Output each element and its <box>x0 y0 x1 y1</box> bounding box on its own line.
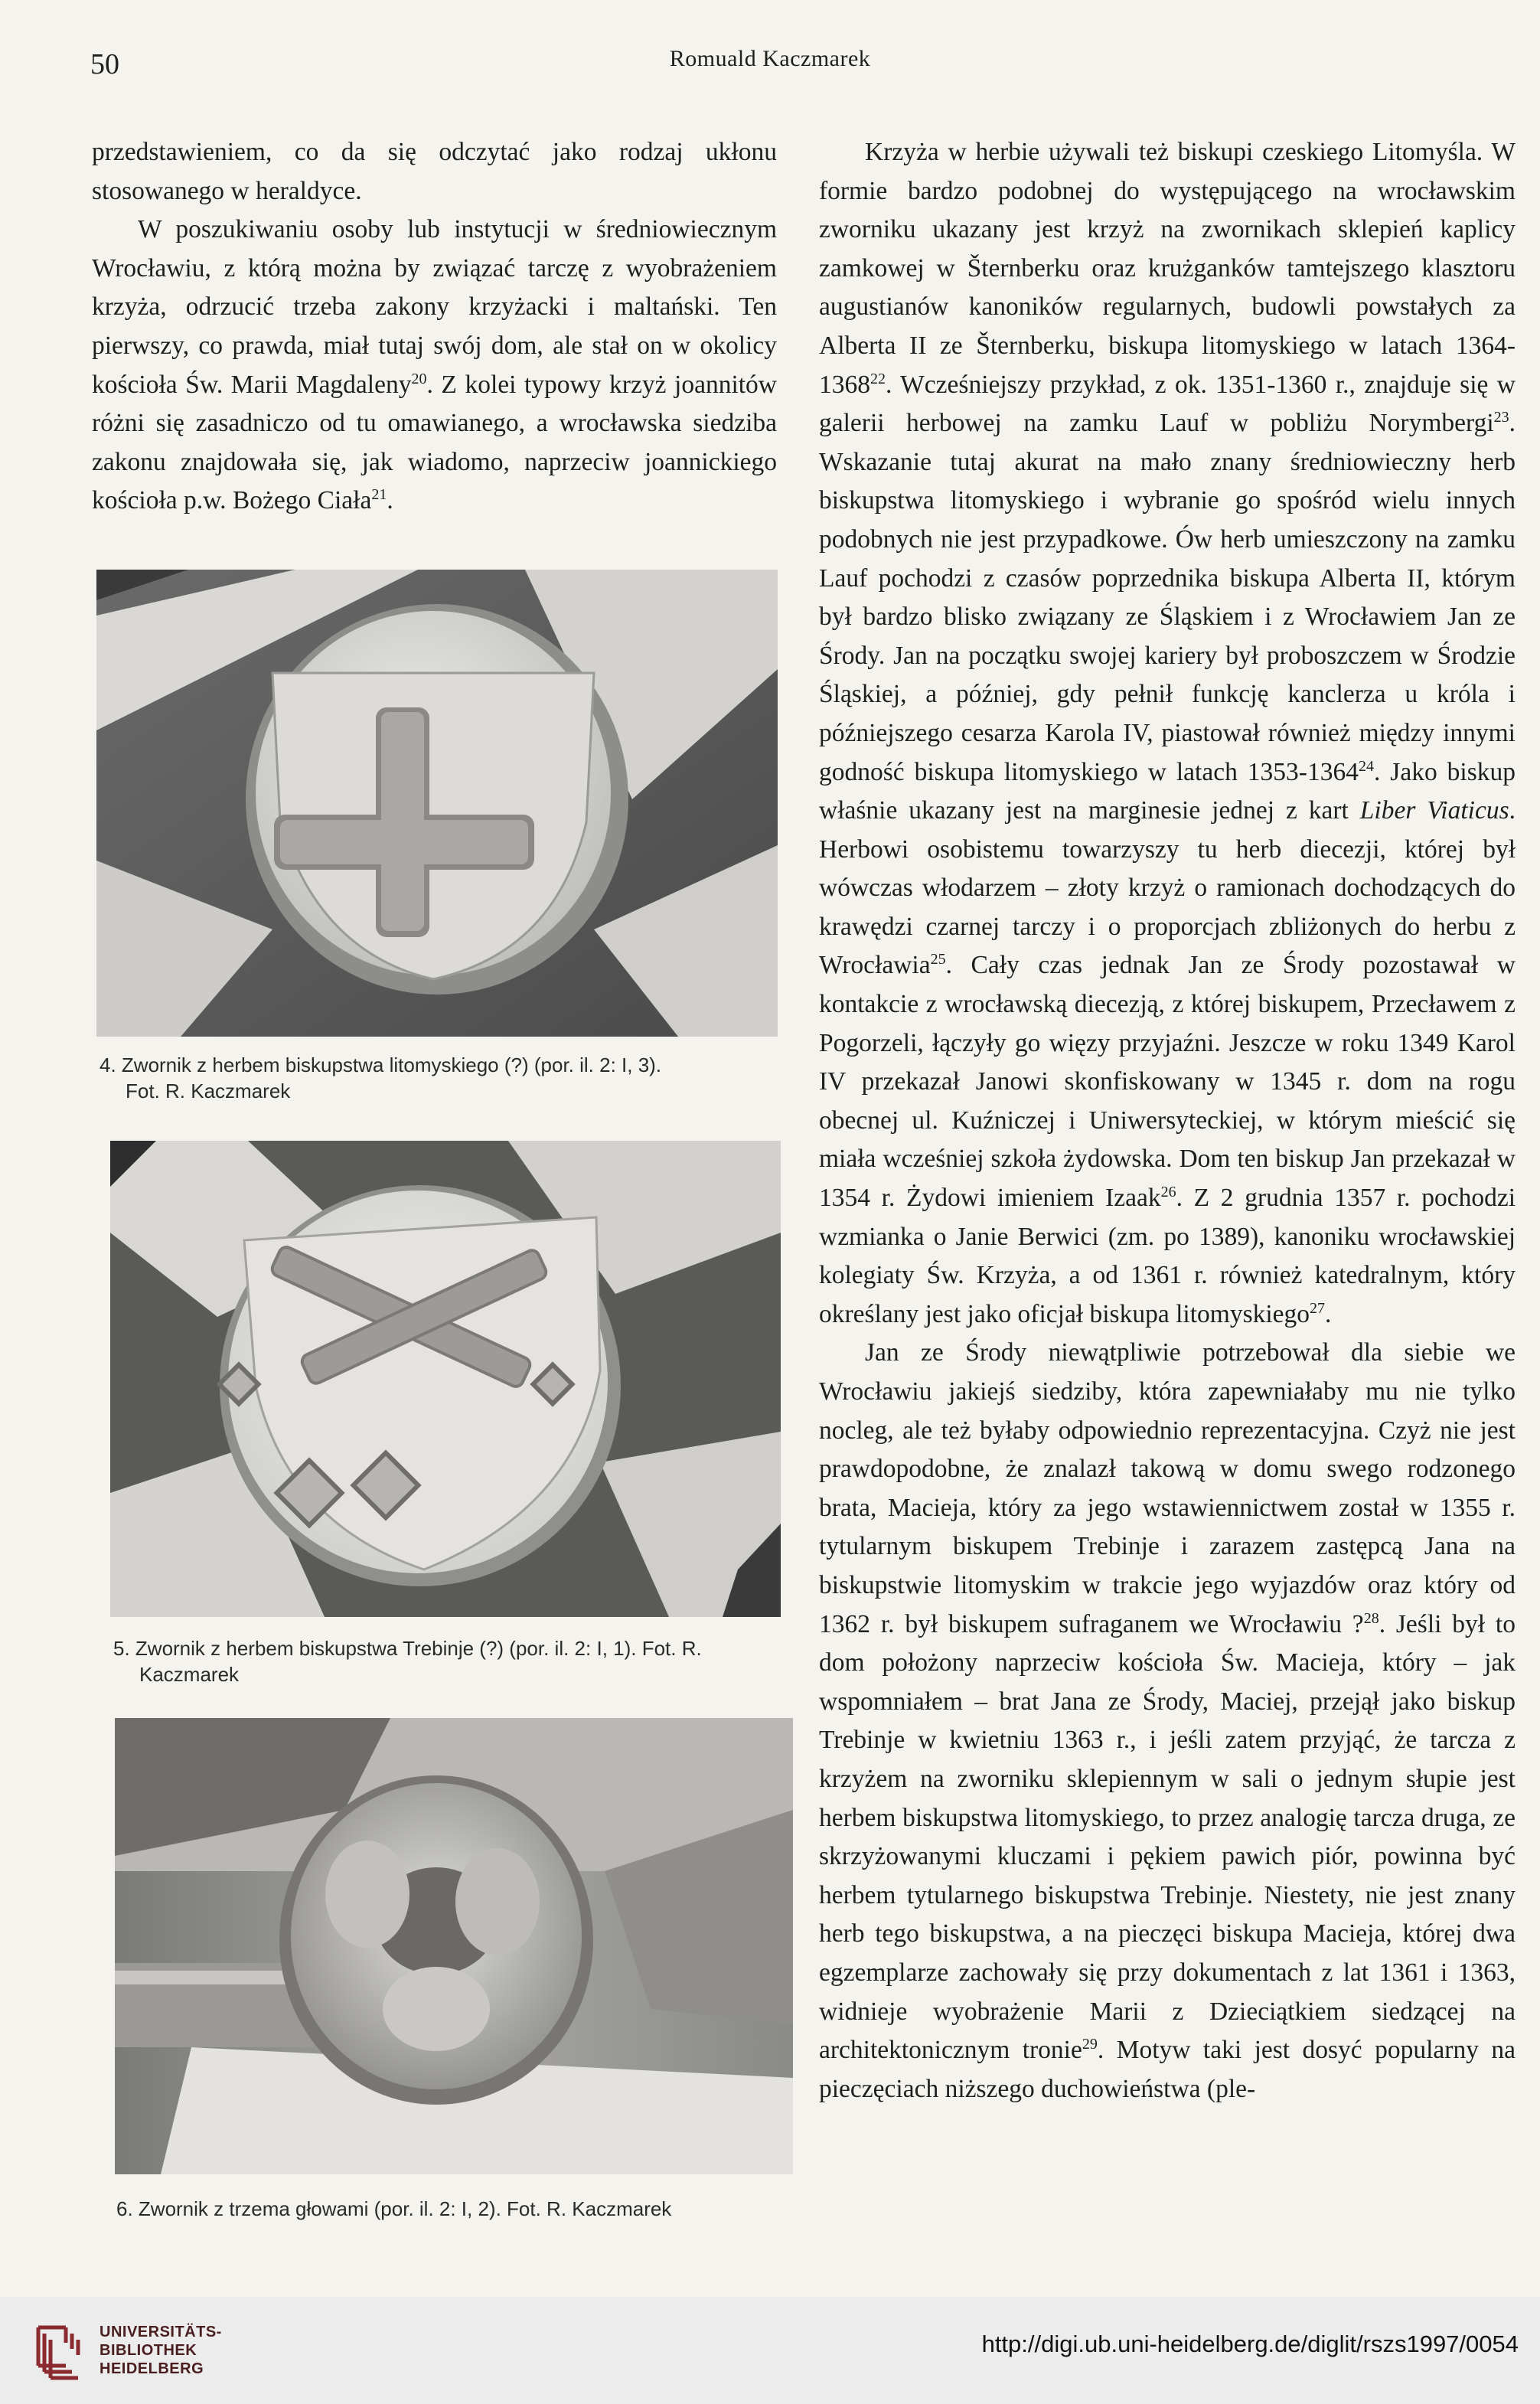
footnote-ref: 28 <box>1363 1609 1379 1627</box>
source-url-link[interactable]: http://digi.ub.uni-heidelberg.de/diglit/rszs1997/0054 <box>981 2331 1519 2357</box>
footnote-ref: 23 <box>1493 409 1509 426</box>
page-number: 50 <box>90 48 119 80</box>
paragraph: przedstawieniem, co da się odczytać jako rodzaj ukłonu stosowanego w heraldyce. <box>92 138 777 205</box>
footnote-ref: 20 <box>411 370 427 387</box>
figure-caption: 5. Zwornik z herbem biskupstwa Trebinje (?) (por. il. 2: I, 1). Fot. R. Kaczmarek <box>113 1637 702 1686</box>
footnote-ref: 22 <box>870 370 886 387</box>
paragraph: Krzyża w herbie używali też biskupi czeskiego Litomyśla. W formie bardzo podobnej do występującego na wrocławskim zworniku ukazany jest krzyż na zwornikach sklepień kaplicy zamkowej w Šternberku oraz krużganków tamtejszego klasztoru augustianów kanoników regularnych, budowli powstałych za Alberta II ze Šternberku, biskupa litomyskiego w latach 1364-1368$^{22}$. Wcześniejszy przykład, z ok. 1351-1360 r., znajduje się w galerii herbowej na zamku Lauf w pobliżu Norymbergi$^{23}$. Wskazanie tutaj akurat na mało znany średniowieczny herb biskupstwa litomyskiego i wybranie go spośród wielu innych podobnych nie jest przypadkowe. Ów herb umieszczony na zamku Lauf pochodzi z czasów poprzednika biskupa Alberta II, którym był bardzo blisko związany ze Śląskiem i z Wrocławiem Jan ze Środy. Jan na początku swojej kariery był proboszczem w Środzie Śląskiej, a później, gdy pełnił funkcję kanclerza u króla i późniejszego cesarza Karola IV, piastował również między innymi godność biskupa litomyskiego w latach 1353-1364$^{24}$. Jako biskup właśnie ukazany jest na marginesie jednej z kart Liber Viaticus. Herbowi osobistemu towarzyszy tu herb diecezji, której był wówczas włodarzem – złoty krzyż o ramionach dochodzących do krawędzi czarnej tarczy i o proporcjach zbliżonych do herbu z Wrocławia$^{25}$. Cały czas jednak Jan ze Środy pozostawał w kontakcie z wrocławską diecezją, z której biskupem, Przecławem z Pogorzeli, łączyły go więzy przyjaźni. Jeszcze w roku 1349 Karol IV przekazał Janowi skonfiskowany w 1345 r. dom na rogu obecnej ul. Kuźniczej i Uniwersyteckiej, w którym mieścić się miała wcześniej szkoła żydowska. Dom ten biskup Jan przekazał w 1354 r. Żydowi imieniem Izaak$^{26}$. Z 2 grudnia 1357 r. pochodzi wzmianka o Janie Berwici (zm. po 1389), kanoniku wrocławskiej kolegiaty Św. Krzyża, a od 1361 r. również katedralnym, który określany jest jako oficjał biskupa litomyskiego$^{27}$. <box>819 138 1516 1328</box>
library-footer-bar <box>0 2297 1540 2404</box>
figure-caption: 4. Zwornik z herbem biskupstwa litomyskiego (?) (por. il. 2: I, 3). Fot. R. Kaczmarek <box>100 1053 662 1102</box>
figure-keystone-keys-photo <box>110 1141 781 1617</box>
university-library-logo-icon <box>32 2320 89 2383</box>
running-head: Romuald Kaczmarek <box>669 46 871 71</box>
footnote-ref: 26 <box>1160 1183 1176 1200</box>
left-column <box>92 133 777 521</box>
footnote-ref: 27 <box>1310 1299 1326 1317</box>
footnote-ref: 21 <box>371 486 387 504</box>
right-column <box>819 133 1516 2108</box>
paragraph: Jan ze Środy niewątpliwie potrzebował dla siebie we Wrocławiu jakiejś siedziby, która zapewniałaby mu nie tylko nocleg, ale też byłaby odpowiednio reprezentacyjna. Czyż nie jest prawdopodobne, że znalazł takową w domu swego rodzonego brata, Macieja, który za jego wstawiennictwem został w 1355 r. tytularnym biskupem Trebinje i zarazem zastępcą Jana na biskupstwie litomyskim w trakcie jego wyjazdów oraz który od 1362 r. był biskupem sufraganem we Wrocławiu ?$^{28}$. Jeśli był to dom położony naprzeciw kościoła Św. Macieja, który – jak wspomniałem – brat Jana ze Środy, Maciej, przejął jako biskup Trebinje w kwietniu 1363 r., i jeśli zatem przyjąć, że tarcza z krzyżem na zworniku sklepiennym w sali o jednym słupie jest herbem biskupstwa litomyskiego, to przez analogię tarcza druga, ze skrzyżowanymi kluczami i pękiem pawich piór, powinna być herbem tytularnego biskupstwa Trebinje. Niestety, nie jest znany herb tego biskupstwa, a na pieczęci biskupa Macieja, której dwa egzemplarze zachowały się przy dokumentach z lat 1361 i 1363, widnieje wyobrażenie Marii z Dzieciątkiem siedzącej na architektonicznym tronie$^{29}$. Motyw taki jest dosyć popularny na pieczęciach niższego duchowieństwa (ple- <box>819 1338 1516 2103</box>
title-liber-viaticus: Liber Viaticus <box>1359 796 1509 825</box>
figure-keystone-cross-photo <box>96 570 778 1037</box>
library-logo-text: UNIVERSITÄTS- BIBLIOTHEK HEIDELBERG <box>100 2324 222 2377</box>
footnote-ref: 24 <box>1358 757 1374 775</box>
figure-caption: 6. Zwornik z trzema głowami (por. il. 2: I, 2). Fot. R. Kaczmarek <box>116 2197 672 2220</box>
paragraph: W poszukiwaniu osoby lub instytucji w średniowiecznym Wrocławiu, z którą można by związać tarczę z wyobrażeniem krzyża, odrzucić trzeba zakony krzyżacki i maltański. Ten pierwszy, co prawda, miał tutaj swój dom, ale stał on w okolicy kościoła Św. Marii Magdaleny$^{20}$. Z kolei typowy krzyż joannitów różni się zasadniczo od tu omawianego, a wrocławska siedziba zakonu znajdowała się, jak wiadomo, naprzeciw joannickiego kościoła p.w. Bożego Ciała$^{21}$. <box>92 215 777 515</box>
figure-keystone-heads-photo <box>115 1718 793 2174</box>
footnote-ref: 29 <box>1082 2035 1098 2053</box>
footnote-ref: 25 <box>930 951 946 968</box>
